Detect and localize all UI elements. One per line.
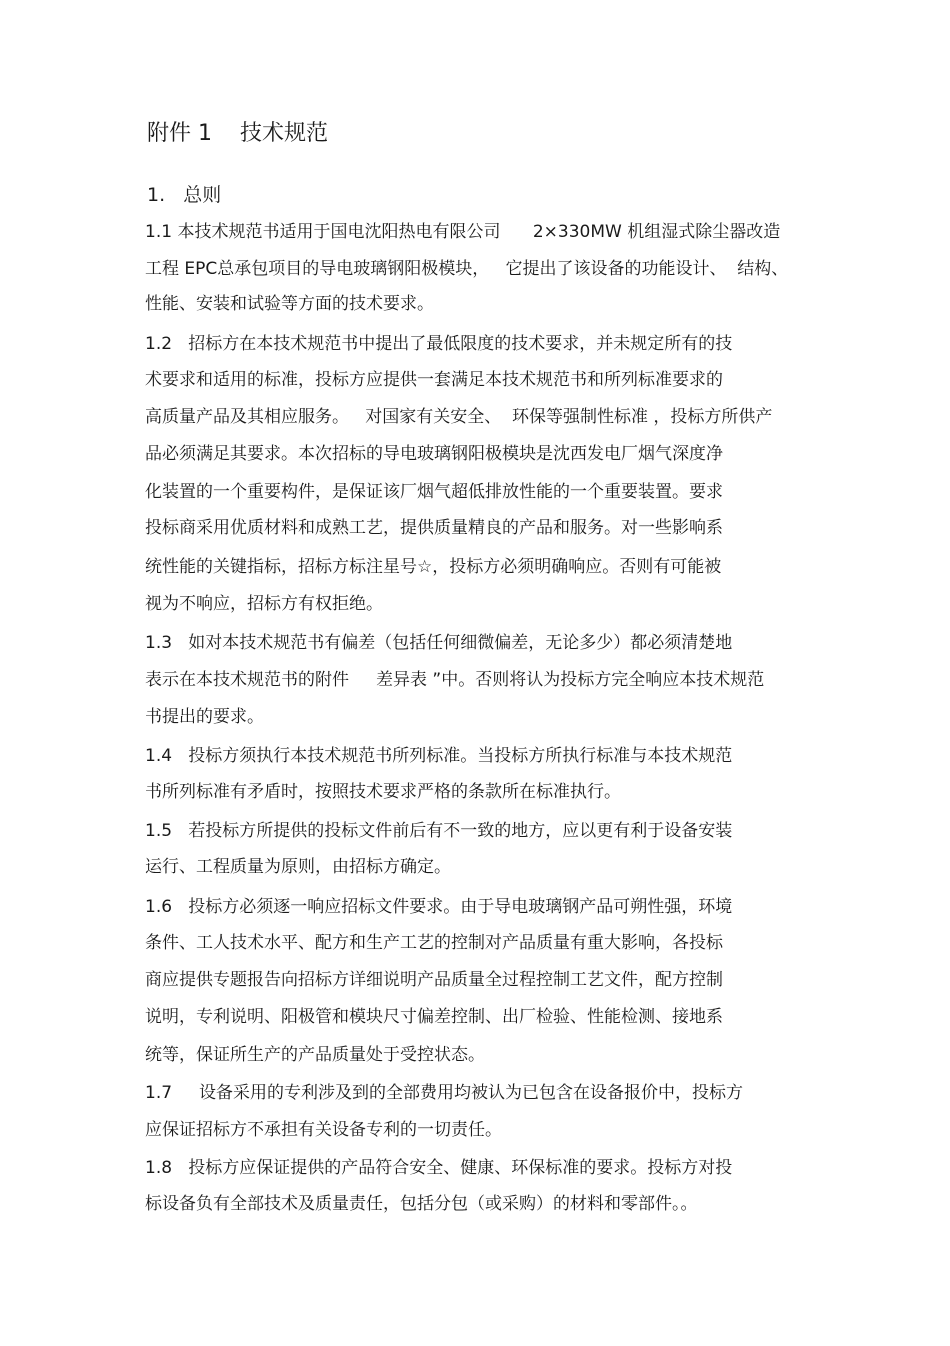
body-line: 表示在本技术规范书的附件 差异表 ”中。否则将认为投标方完全响应本技术规范 — [145, 670, 765, 690]
body-line: 化装置的一个重要构件，是保证该厂烟气超低排放性能的一个重要装置。要求 — [145, 482, 723, 502]
body-line: 术要求和适用的标准，投标方应提供一套满足本技术规范书和所列标准要求的 — [145, 370, 723, 390]
body-line: 标设备负有全部技术及质量责任，包括分包（或采购）的材料和零部件。。 — [145, 1194, 698, 1214]
body-line: 说明，专利说明、阳极管和模块尺寸偏差控制、出厂检验、性能检测、接地系 — [145, 1007, 723, 1027]
body-line: 应保证招标方不承担有关设备专利的一切责任。 — [145, 1120, 502, 1140]
body-line: 品必须满足其要求。本次招标的导电玻璃钢阳极模块是沈西发电厂烟气深度净 — [145, 444, 723, 464]
body-line: 统性能的关键指标，招标方标注星号☆，投标方必须明确响应。否则有可能被 — [145, 557, 722, 577]
body-line: 1.4 投标方须执行本技术规范书所列标准。当投标方所执行标准与本技术规范 — [145, 746, 733, 766]
page-title: 附件 1 技术规范 — [147, 121, 328, 146]
body-line: 工程 EPC总承包项目的导电玻璃钢阳极模块， 它提出了该设备的功能设计、 结构、 — [145, 259, 789, 279]
body-line: 书所列标准有矛盾时，按照技术要求严格的条款所在标准执行。 — [145, 782, 621, 802]
body-line: 性能、安装和试验等方面的技术要求。 — [145, 294, 434, 314]
body-line: 统等，保证所生产的产品质量处于受控状态。 — [145, 1045, 485, 1065]
body-line: 视为不响应，招标方有权拒绝。 — [145, 594, 383, 614]
body-line: 1.5 若投标方所提供的投标文件前后有不一致的地方，应以更有利于设备安装 — [145, 821, 733, 841]
body-line: 1.7 设备采用的专利涉及到的全部费用均被认为已包含在设备报价中，投标方 — [145, 1083, 744, 1103]
body-line: 1.6 投标方必须逐一响应招标文件要求。由于导电玻璃钢产品可朔性强，环境 — [145, 897, 733, 917]
body-line: 1.1 本技术规范书适用于国电沈阳热电有限公司 2×330MW 机组湿式除尘器改造 — [145, 222, 781, 242]
body-line: 1.3 如对本技术规范书有偏差（包括任何细微偏差，无论多少）都必须清楚地 — [145, 633, 733, 653]
body-line: 运行、工程质量为原则，由招标方确定。 — [145, 857, 451, 877]
body-line: 条件、工人技术水平、配方和生产工艺的控制对产品质量有重大影响，各投标 — [145, 933, 723, 953]
body-line: 1.8 投标方应保证提供的产品符合安全、健康、环保标准的要求。投标方对投 — [145, 1158, 733, 1178]
body-line: 1.2 招标方在本技术规范书中提出了最低限度的技术要求，并未规定所有的技 — [145, 334, 733, 354]
body-line: 投标商采用优质材料和成熟工艺，提供质量精良的产品和服务。对一些影响系 — [145, 518, 723, 538]
section-heading: 1. 总则 — [147, 184, 222, 206]
body-line: 高质量产品及其相应服务。 对国家有关安全、 环保等强制性标准 ，投标方所供产 — [145, 407, 773, 427]
body-line: 商应提供专题报告向招标方详细说明产品质量全过程控制工艺文件，配方控制 — [145, 970, 723, 990]
body-line: 书提出的要求。 — [145, 707, 264, 727]
